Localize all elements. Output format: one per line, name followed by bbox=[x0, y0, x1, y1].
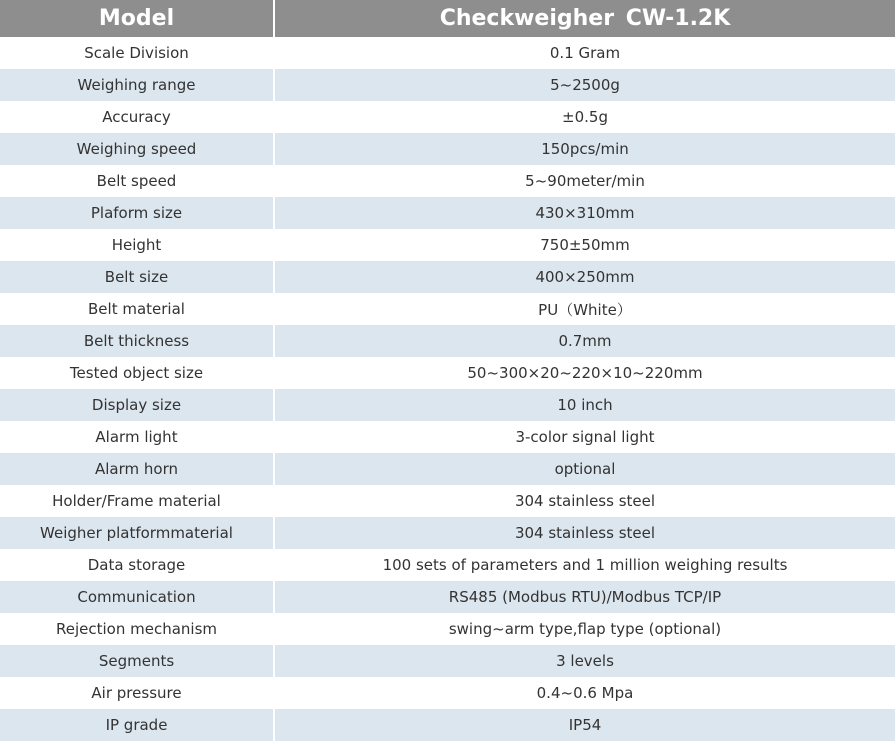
table-row bbox=[0, 549, 895, 581]
row-label: Tested object size bbox=[0, 357, 275, 389]
table-row bbox=[0, 517, 895, 549]
row-value: 304 stainless steel bbox=[514, 492, 656, 510]
row-label: Data storage bbox=[0, 549, 275, 581]
row-value: 0.7mm bbox=[558, 332, 612, 350]
table-row bbox=[0, 357, 895, 389]
row-label: Holder/Frame material bbox=[0, 485, 275, 517]
row-label: Air pressure bbox=[0, 677, 275, 709]
table-row bbox=[0, 453, 895, 485]
table-row bbox=[0, 133, 895, 165]
row-value: 3 levels bbox=[556, 652, 614, 670]
row-label: Accuracy bbox=[0, 101, 275, 133]
table-row bbox=[0, 485, 895, 517]
row-value: PU（White） bbox=[538, 300, 632, 319]
row-value: 400×250mm bbox=[535, 268, 635, 286]
table-row bbox=[0, 645, 895, 677]
row-value: 304 stainless steel bbox=[514, 524, 656, 542]
table-row bbox=[0, 165, 895, 197]
row-value: optional bbox=[554, 460, 616, 478]
header-model: Model bbox=[0, 0, 275, 37]
row-value: 3-color signal light bbox=[515, 428, 655, 446]
table-row bbox=[0, 421, 895, 453]
row-value: 430×310mm bbox=[535, 204, 635, 222]
table-row bbox=[0, 325, 895, 357]
table-row bbox=[0, 261, 895, 293]
table-row bbox=[0, 389, 895, 421]
row-label: Weighing range bbox=[0, 69, 275, 101]
row-label: Weigher platformmaterial bbox=[0, 517, 275, 549]
row-value: 10 inch bbox=[557, 396, 613, 414]
header-product: Checkweigher CW-1.2K bbox=[439, 6, 731, 31]
row-value: 100 sets of parameters and 1 million weighing results bbox=[382, 556, 788, 574]
table-row bbox=[0, 229, 895, 261]
row-label: Alarm light bbox=[0, 421, 275, 453]
row-label: Plaform size bbox=[0, 197, 275, 229]
row-value: 0.1 Gram bbox=[549, 44, 621, 62]
row-label: Height bbox=[0, 229, 275, 261]
row-label: Rejection mechanism bbox=[0, 613, 275, 645]
row-label: Alarm horn bbox=[0, 453, 275, 485]
row-value: IP54 bbox=[568, 716, 602, 734]
table-row bbox=[0, 197, 895, 229]
table-row bbox=[0, 613, 895, 645]
row-value: 150pcs/min bbox=[541, 140, 629, 158]
row-label: Display size bbox=[0, 389, 275, 421]
row-label: Segments bbox=[0, 645, 275, 677]
row-label: Belt material bbox=[0, 293, 275, 325]
row-label: Belt thickness bbox=[0, 325, 275, 357]
row-label: Belt speed bbox=[0, 165, 275, 197]
row-label: Communication bbox=[0, 581, 275, 613]
row-label: Weighing speed bbox=[0, 133, 275, 165]
row-value: 0.4~0.6 Mpa bbox=[536, 684, 634, 702]
table-row bbox=[0, 69, 895, 101]
row-label: Scale Division bbox=[0, 37, 275, 69]
table-row bbox=[0, 709, 895, 741]
row-value: RS485 (Modbus RTU)/Modbus TCP/IP bbox=[448, 588, 722, 606]
table-row bbox=[0, 37, 895, 69]
table-row bbox=[0, 677, 895, 709]
row-label: Belt size bbox=[0, 261, 275, 293]
row-value: 5~90meter/min bbox=[525, 172, 645, 190]
table-header bbox=[0, 0, 895, 37]
row-value: 5~2500g bbox=[550, 76, 620, 94]
table-row bbox=[0, 101, 895, 133]
row-value: 750±50mm bbox=[540, 236, 630, 254]
table-row bbox=[0, 293, 895, 325]
row-label: IP grade bbox=[0, 709, 275, 741]
row-value: swing~arm type,flap type (optional) bbox=[448, 620, 722, 638]
row-value: ±0.5g bbox=[562, 108, 608, 126]
table-row bbox=[0, 581, 895, 613]
row-value: 50~300×20~220×10~220mm bbox=[467, 364, 703, 382]
